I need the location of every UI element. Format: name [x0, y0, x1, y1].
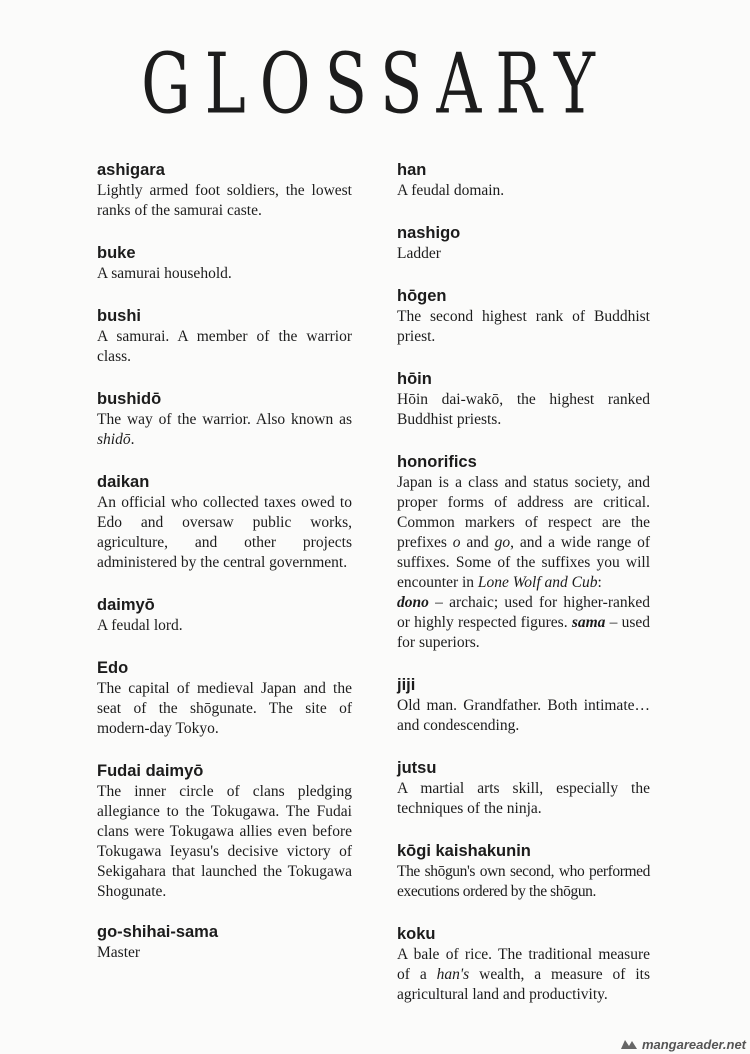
glossary-term: daimyō	[97, 596, 155, 614]
glossary-definition: A samurai. A member of the warrior class.	[97, 328, 352, 365]
glossary-entry	[397, 924, 650, 1005]
glossary-term: hōin	[397, 370, 432, 388]
mangareader-logo-icon	[620, 1037, 638, 1051]
glossary-term: jutsu	[397, 759, 437, 777]
glossary-entry	[97, 658, 352, 739]
glossary-entry	[397, 841, 650, 902]
glossary-term: daikan	[97, 473, 150, 491]
glossary-entry	[397, 369, 650, 430]
glossary-term: buke	[97, 244, 136, 262]
glossary-term: hōgen	[397, 287, 447, 305]
glossary-entry	[97, 160, 352, 221]
glossary-definition: Hōin dai-wakō, the highest ranked Buddhist priests.	[397, 391, 650, 428]
glossary-entry	[97, 306, 352, 367]
glossary-entry	[97, 761, 352, 902]
glossary-term: kōgi kaishakunin	[397, 842, 531, 860]
glossary-term: nashigo	[397, 224, 461, 242]
glossary-term: ashigara	[97, 161, 165, 179]
glossary-definition: The inner circle of clans pledging allegiance to the Tokugawa. The Fudai clans were Tokugawa allies even before Tokugawa Ieyasu's decisive victory of Sekigahara that launched the Tokugawa Shogunate.	[97, 783, 352, 900]
page-title: GLOSSARY	[141, 34, 609, 133]
suffix-term: dono	[397, 594, 429, 611]
italic-word: shidō	[97, 431, 131, 448]
glossary-entry	[97, 389, 352, 450]
glossary-definition: A samurai household.	[97, 265, 232, 282]
glossary-definition: A martial arts skill, especially the techniques of the ninja.	[397, 780, 650, 817]
glossary-entry	[397, 223, 650, 264]
glossary-definition: A feudal domain.	[397, 182, 505, 199]
glossary-definition: The way of the warrior. Also known as shidō.	[97, 411, 352, 448]
glossary-definition: The shōgun's own second, who performed executions ordered by the shōgun.	[397, 863, 650, 900]
glossary-entry	[97, 595, 352, 636]
glossary-entry	[97, 472, 352, 573]
glossary-entry	[397, 758, 650, 819]
glossary-definition: Old man. Grandfather. Both intimate… and condescending.	[397, 697, 650, 734]
italic-title: Lone Wolf and Cub	[477, 574, 598, 591]
glossary-term: koku	[397, 925, 436, 943]
glossary-term: han	[397, 161, 427, 179]
glossary-term: bushi	[97, 307, 141, 325]
watermark	[620, 1037, 746, 1052]
suffix-term: sama	[571, 614, 606, 631]
italic-word: o	[452, 534, 461, 551]
glossary-entry	[397, 452, 650, 653]
glossary-entry	[397, 160, 650, 201]
italic-word: go	[494, 534, 511, 551]
glossary-definition: Master	[97, 944, 141, 961]
glossary-column-left	[97, 160, 352, 963]
glossary-term: Edo	[97, 659, 129, 677]
glossary-definition: Japan is a class and status society, and proper forms of address are critical. Common markers of respect are the prefixes o and go, and a wide range of suffixes. Some of the suffixes you will encounter in Lone Wolf and Cub: dono – archaic; used for higher-ranked or highly respected figures. sama – used for superiors.	[397, 474, 650, 651]
glossary-entry	[97, 243, 352, 284]
glossary-definition: Lightly armed foot soldiers, the lowest ranks of the samurai caste.	[97, 182, 352, 219]
glossary-definition: A feudal lord.	[97, 617, 183, 634]
glossary-definition: The second highest rank of Buddhist priest.	[397, 308, 650, 345]
glossary-term: bushidō	[97, 390, 162, 408]
glossary-entry	[397, 675, 650, 736]
glossary-term: Fudai daimyō	[97, 762, 204, 780]
watermark-text: mangareader.net	[641, 1037, 746, 1052]
glossary-entry	[397, 286, 650, 347]
glossary-term: go-shihai-sama	[97, 923, 219, 941]
glossary-definition: An official who collected taxes owed to Edo and oversaw public works, agriculture, and other projects administered by the central government.	[97, 494, 352, 571]
glossary-term: honorifics	[397, 453, 477, 471]
italic-word: han's	[436, 966, 470, 983]
glossary-column-right	[397, 160, 650, 1005]
glossary-definition: A bale of rice. The traditional measure of a han's wealth, a measure of its agricultural land and productivity.	[397, 946, 651, 1003]
glossary-definition: Ladder	[397, 245, 441, 262]
glossary-definition: The capital of medieval Japan and the seat of the shōgunate. The site of modern-day Tokyo.	[97, 680, 352, 737]
glossary-term: jiji	[397, 676, 416, 694]
glossary-entry	[97, 922, 352, 963]
